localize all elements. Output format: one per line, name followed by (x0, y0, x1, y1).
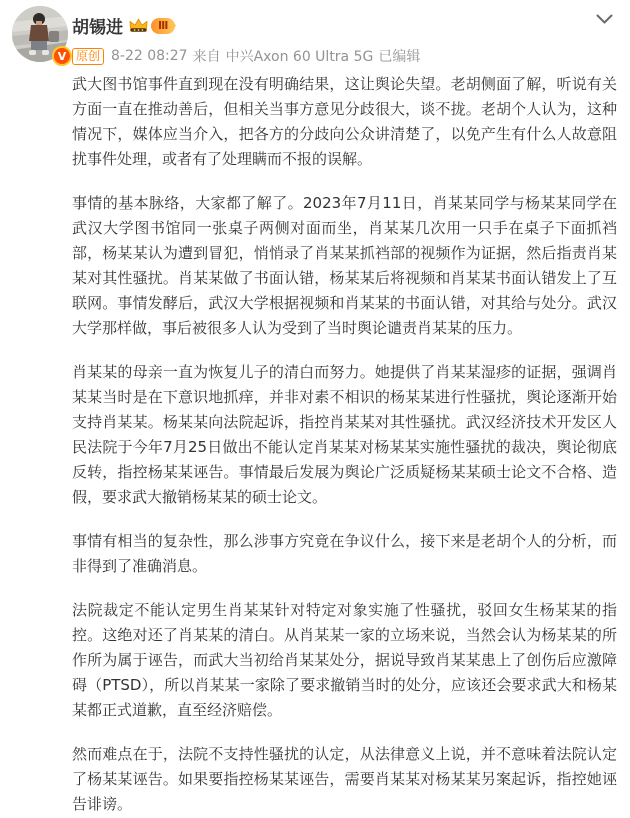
post-paragraph: 事情有相当的复杂性，那么涉事方究竟在争议什么，接下来是老胡个人的分析，而非得到了准确消息。 (72, 532, 617, 575)
vip-badge-tail-icon (173, 23, 175, 28)
post-paragraph: 武大图书馆事件直到现在没有明确结果，这让舆论失望。老胡侧面了解，听说有关方面一直在推动善后，但相关当事方意见分歧很大，谈不拢。老胡个人认为，这种情况下，媒体应当介入，把各方的分歧向公众讲清楚了，以免产生有什么人故意阻扰事件处理，或者有了处理瞒而不报的误解。 (72, 75, 617, 168)
verified-v-badge: V (52, 46, 72, 66)
collapse-post-button[interactable] (593, 10, 615, 28)
post-paragraph: 法院裁定不能认定男生肖某某针对特定对象实施了性骚扰，驳回女生杨某某的指控。这绝对还了肖某某的清白。从肖某某一家的立场来说，当然会认为杨某某的所作所为属于诬告，而武大当初给肖某某处分，据说导致肖某某患上了创伤后应激障碍（PTSD），所以肖某某一家除了要求撤销当时的处分，应该还会要求武大和杨某某都正式道歉，直至经济赔偿。 (72, 601, 617, 719)
post-paragraph: 肖某某的母亲一直为恢复儿子的清白而努力。她提供了肖某某湿疹的证据，强调肖某某当时是在下意识地抓痒，并非对素不相识的杨某某进行性骚扰，舆论逐渐开始支持肖某某。杨某某向法院起诉，指控肖某某对其性骚扰。武汉经济技术开发区人民法院于今年7月25日做出不能认定肖某某对杨某某实施性骚扰的裁决，舆论彻底反转，指控杨某某诬告。事情最后发展为舆论广泛质疑杨某某硕士论文不合格、造假，要求武大撤销杨某某的硕士论文。 (72, 363, 617, 506)
post-text (72, 72, 617, 817)
username[interactable]: 胡锡进 (72, 18, 123, 38)
post-header (12, 6, 617, 66)
source-prefix: 来自 (192, 49, 221, 65)
original-badge: 原创 (72, 48, 104, 65)
timestamp: 8-22 08:27 (111, 48, 188, 64)
header-main (72, 6, 617, 66)
post-meta (72, 46, 617, 66)
source-device-link[interactable]: 中兴Axon 60 Ultra 5G (225, 49, 374, 65)
chevron-down-icon (596, 14, 613, 25)
edited-label: 已编辑 (378, 49, 421, 65)
crown-icon (129, 18, 148, 34)
post-paragraph: 事情的基本脉络，大家都了解了。2023年7月11日，肖某某同学与杨某某同学在武汉大学图书馆同一张桌子两侧对面而坐，肖某某几次用一只手在桌子下面抓裆部，杨某某认为遭到冒犯，悄悄录了肖某某抓裆部的视频作为证据，然后指责肖某某对其性骚扰。肖某某做了书面认错，杨某某后将视频和肖某某书面认错发上了互联网。事情发酵后，武汉大学根据视频和肖某某的书面认错，对其给与处分。武汉大学那样做，事后被很多人认为受到了当时舆论谴责肖某某的压力。 (72, 194, 617, 337)
post-paragraph: 然而难点在于，法院不支持性骚扰的认定，从法律意义上说，并不意味着法院认定了杨某某诬告。如果要指控杨某某诬告，需要肖某某对杨某某另案起诉，指控她诬告诽谤。 (72, 745, 617, 813)
avatar[interactable] (12, 6, 68, 62)
vip-level-label: Ⅲ (158, 18, 169, 32)
name-row (72, 13, 617, 38)
